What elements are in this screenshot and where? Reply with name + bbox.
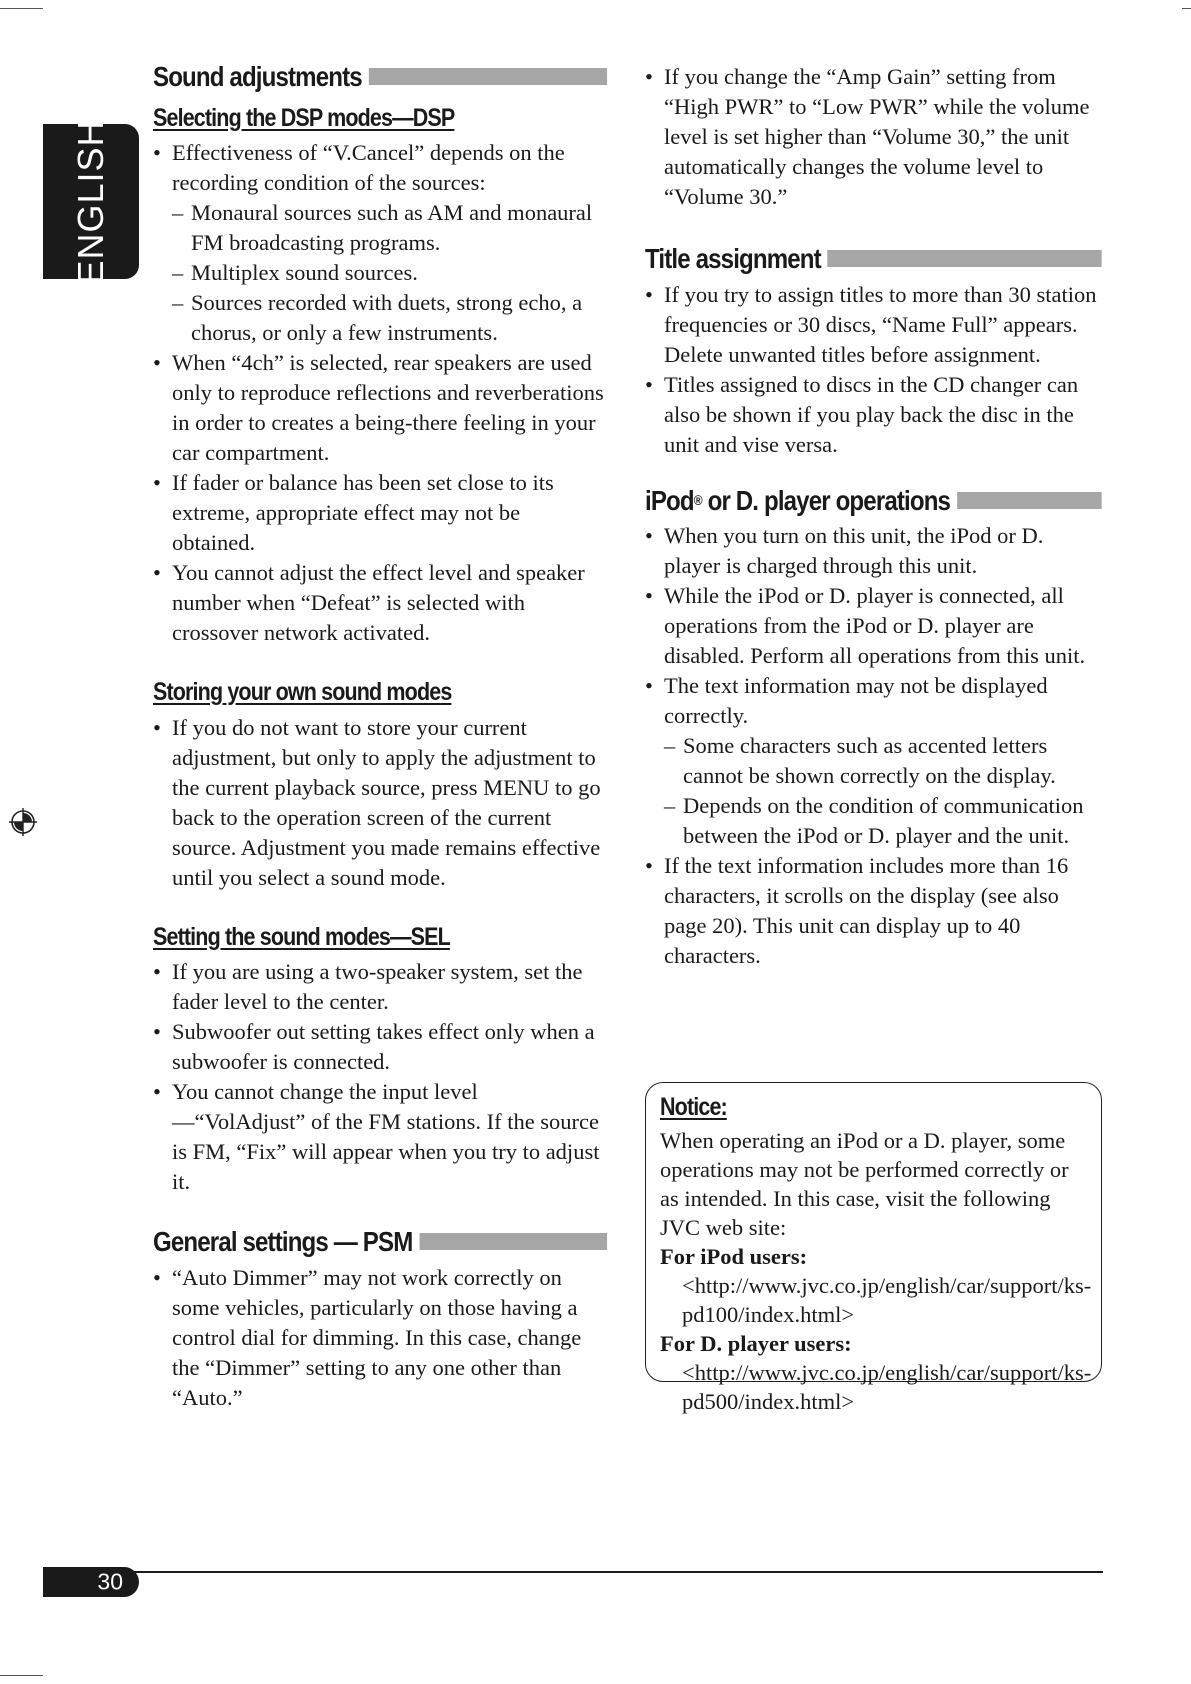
subsection-title-dsp: Selecting the DSP modes—DSP <box>153 103 455 132</box>
list-item: • If fader or balance has been set close to its extreme, appropriate effect may not be obtained. <box>153 468 608 558</box>
dplayer-support-link[interactable]: For D. player users: <http://www.jvc.co.jp/english/car/support/ks-pd500/index.html> <box>660 1331 1092 1414</box>
section-bar <box>957 492 1102 509</box>
list-item: • Titles assigned to discs in the CD changer can also be shown if you play back the disc in the unit and vise versa. <box>645 370 1103 460</box>
title-assignment-list <box>645 280 1103 460</box>
sel-list <box>153 957 608 1197</box>
list-item: • If you are using a two-speaker system, set the fader level to the center. <box>153 957 608 1017</box>
right-column <box>645 62 1103 971</box>
list-item: • You cannot adjust the effect level and speaker number when “Defeat” is selected with crossover network activated. <box>153 558 608 648</box>
dash-item: – Depends on the condition of communication between the iPod or D. player and the unit. <box>664 791 1103 851</box>
dash-item: – Multiplex sound sources. <box>172 258 608 288</box>
registration-mark-icon <box>9 808 37 836</box>
dash-item: – Monaural sources such as AM and monaural FM broadcasting programs. <box>172 198 608 258</box>
section-title-sound-adjustments: Sound adjustments <box>153 60 607 94</box>
list-item: • If you do not want to store your current adjustment, but only to apply the adjustment to the current playback source, press MENU to go back to the operation screen of the current source. Adjustment you made remains effective until you select a sound mode. <box>153 713 608 893</box>
notice-title: Notice: <box>660 1093 727 1121</box>
section-title-psm: General settings — PSM <box>153 1225 607 1259</box>
list-item: • When “4ch” is selected, rear speakers are used only to reproduce reflections and reverberations in order to creates a being-there feeling in your car compartment. <box>153 348 608 468</box>
list-item: • If you change the “Amp Gain” setting from “High PWR” to “Low PWR” while the volume level is set higher than “Volume 30,” the unit automatically changes the volume level to “Volume 30.” <box>645 62 1103 212</box>
section-bar <box>369 68 607 85</box>
crop-mark-top-left <box>0 8 43 9</box>
language-tab <box>43 118 139 285</box>
footer-rule <box>43 1571 1103 1573</box>
notice-box <box>645 1082 1102 1414</box>
dash-list <box>664 731 1103 851</box>
section-bar <box>419 1233 607 1250</box>
dash-item: – Some characters such as accented letters cannot be shown correctly on the display. <box>664 731 1103 791</box>
section-title-title-assignment: Title assignment <box>645 242 1102 276</box>
psm-list <box>153 1263 608 1413</box>
crop-mark-top-right <box>1182 8 1191 9</box>
list-item: • Effectiveness of “V.Cancel” depends on the recording condition of the sources: – Monaural sources such as AM and monaural FM broadcasting programs. – Multiplex sound sources. – Sources recorded with duets, strong echo, a chorus, or only a few instruments. <box>153 138 608 348</box>
list-item: • If you try to assign titles to more than 30 station frequencies or 30 discs, “Name Full” appears. Delete unwanted titles before assignment. <box>645 280 1103 370</box>
list-item: • When you turn on this unit, the iPod or D. player is charged through this unit. <box>645 521 1103 581</box>
language-label: ENGLISH <box>70 118 111 285</box>
dsp-list <box>153 138 608 648</box>
crop-mark-bottom-left <box>0 1675 43 1676</box>
notice-body: When operating an iPod or a D. player, some operations may not be performed correctly or as intended. In this case, visit the following JVC web site: <box>660 1128 1069 1240</box>
subsection-title-sel: Setting the sound modes—SEL <box>153 922 450 951</box>
subsection-title-storing: Storing your own sound modes <box>153 678 452 707</box>
section-bar <box>828 250 1102 267</box>
ipod-list <box>645 521 1103 971</box>
left-column <box>153 60 608 1413</box>
list-item: • You cannot change the input level—“VolAdjust” of the FM stations. If the source is FM, “Fix” will appear when you try to adjust it. <box>153 1077 608 1197</box>
dash-item: – Sources recorded with duets, strong echo, a chorus, or only a few instruments. <box>172 288 608 348</box>
section-title-ipod: iPod ® or D. player operations <box>645 484 1102 518</box>
dash-list <box>172 198 608 348</box>
page-number: 30 <box>97 1568 123 1595</box>
ipod-support-link[interactable]: For iPod users: <http://www.jvc.co.jp/english/car/support/ks-pd100/index.html> <box>660 1244 1092 1327</box>
amp-gain-list <box>645 62 1103 212</box>
list-item: • “Auto Dimmer” may not work correctly on some vehicles, particularly on those having a control dial for dimming. In this case, change the “Dimmer” setting to any one other than “Auto.” <box>153 1263 608 1413</box>
storing-list <box>153 713 608 893</box>
list-item: • While the iPod or D. player is connected, all operations from the iPod or D. player are disabled. Perform all operations from this unit. <box>645 581 1103 671</box>
page-number-tab <box>43 1567 139 1597</box>
list-item: • If the text information includes more than 16 characters, it scrolls on the display (see also page 20). This unit can display up to 40 characters. <box>645 851 1103 971</box>
list-item: • The text information may not be displayed correctly. – Some characters such as accented letters cannot be shown correctly on the display. – Depends on the condition of communication between the iPod or D. player and the unit. <box>645 671 1103 851</box>
list-item: • Subwoofer out setting takes effect only when a subwoofer is connected. <box>153 1017 608 1077</box>
